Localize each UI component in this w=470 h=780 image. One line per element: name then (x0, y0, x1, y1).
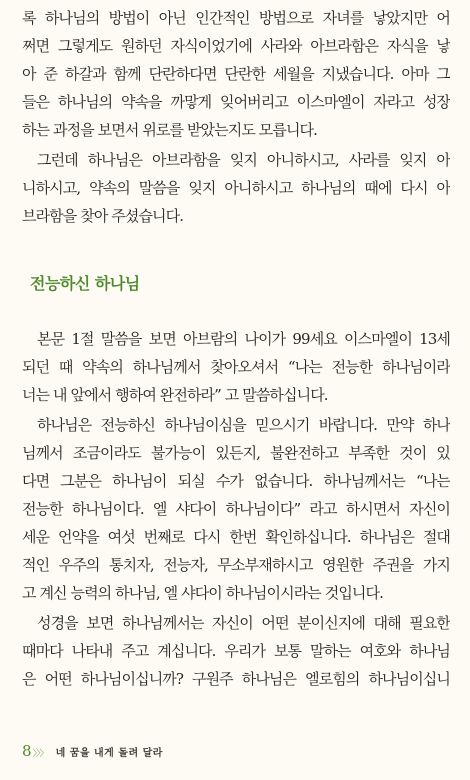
body-line: 그런데 하나님은 아브라함을 잊지 아니하시고, 사라를 잊지 아 (37, 151, 450, 169)
body-line: 은 어떤 하나님이십니까? 구원주 하나님은 엘로힘의 하나님이십니 (22, 670, 450, 688)
body-line: 때마다 나타내 주고 계십니다. 우리가 보통 말하는 여호와 하나님 (22, 642, 450, 660)
body-line: 다면 그분은 하나님이 되실 수가 없습니다. 하나님께서는 “나는 (22, 472, 450, 490)
running-book-title: 네 꿈을 내게 돌려 달라 (55, 748, 163, 759)
body-line: 너는 내 앞에서 행하여 완전하라” 고 말씀하십니다. (22, 386, 328, 404)
body-line: 님께서 조금이라도 불가능이 있든지, 불완전하고 부족한 것이 있 (22, 444, 450, 462)
body-line: 들은 하나님의 약속을 까맣게 잊어버리고 이스마엘이 자라고 성장 (22, 93, 450, 111)
body-line: 하나님은 전능하신 하나님이심을 믿으시기 바랍니다. 만약 하나 (37, 416, 450, 434)
section-heading: 전능하신 하나님 (30, 274, 140, 293)
body-line: 세운 언약을 여섯 번째로 다시 한번 확인하십니다. 하나님은 절대 (22, 528, 450, 546)
body-line: 되던 때 약속의 하나님께서 찾아오셔서 “나는 전능한 하나님이라 (22, 358, 450, 376)
body-line: 하는 과정을 보면서 위로를 받았는지도 모릅니다. (22, 121, 318, 139)
body-line: 록 하나님의 방법이 아닌 인간적인 방법으로 자녀를 낳았지만 어 (22, 9, 450, 27)
body-line: 성경을 보면 하나님께서는 자신이 어떤 분이신지에 대해 필요한 (37, 614, 450, 632)
body-line: 고 계신 능력의 하나님, 엘 샤다이 하나님이시라는 것입니다. (22, 584, 383, 602)
body-line: 브라함을 찾아 주셨습니다. (22, 207, 184, 225)
body-line: 적인 우주의 통치자, 전능자, 무소부재하시고 영원한 주권을 가지 (22, 556, 450, 574)
page-number: 8 (22, 742, 32, 760)
body-line: 전능한 하나님이다. 엘 샤다이 하나님이다” 라고 하시면서 자신이 (22, 500, 450, 518)
body-line: 니하시고, 약속의 말씀을 잊지 아니하시고 하나님의 때에 다시 아 (22, 179, 450, 197)
page-footer (22, 742, 163, 762)
body-line: 본문 1절 말씀을 보면 아브람의 나이가 99세요 이스마엘이 13세 (37, 330, 450, 348)
page-arrows-icon: 〉〉〉 (32, 749, 48, 759)
body-line: 쩌면 그렇게도 원하던 자식이었기에 사라와 아브라함은 자식을 낳 (22, 37, 450, 55)
body-line: 아 준 하갈과 함께 단란하다면 단란한 세월을 지냈습니다. 아마 그 (22, 65, 450, 83)
